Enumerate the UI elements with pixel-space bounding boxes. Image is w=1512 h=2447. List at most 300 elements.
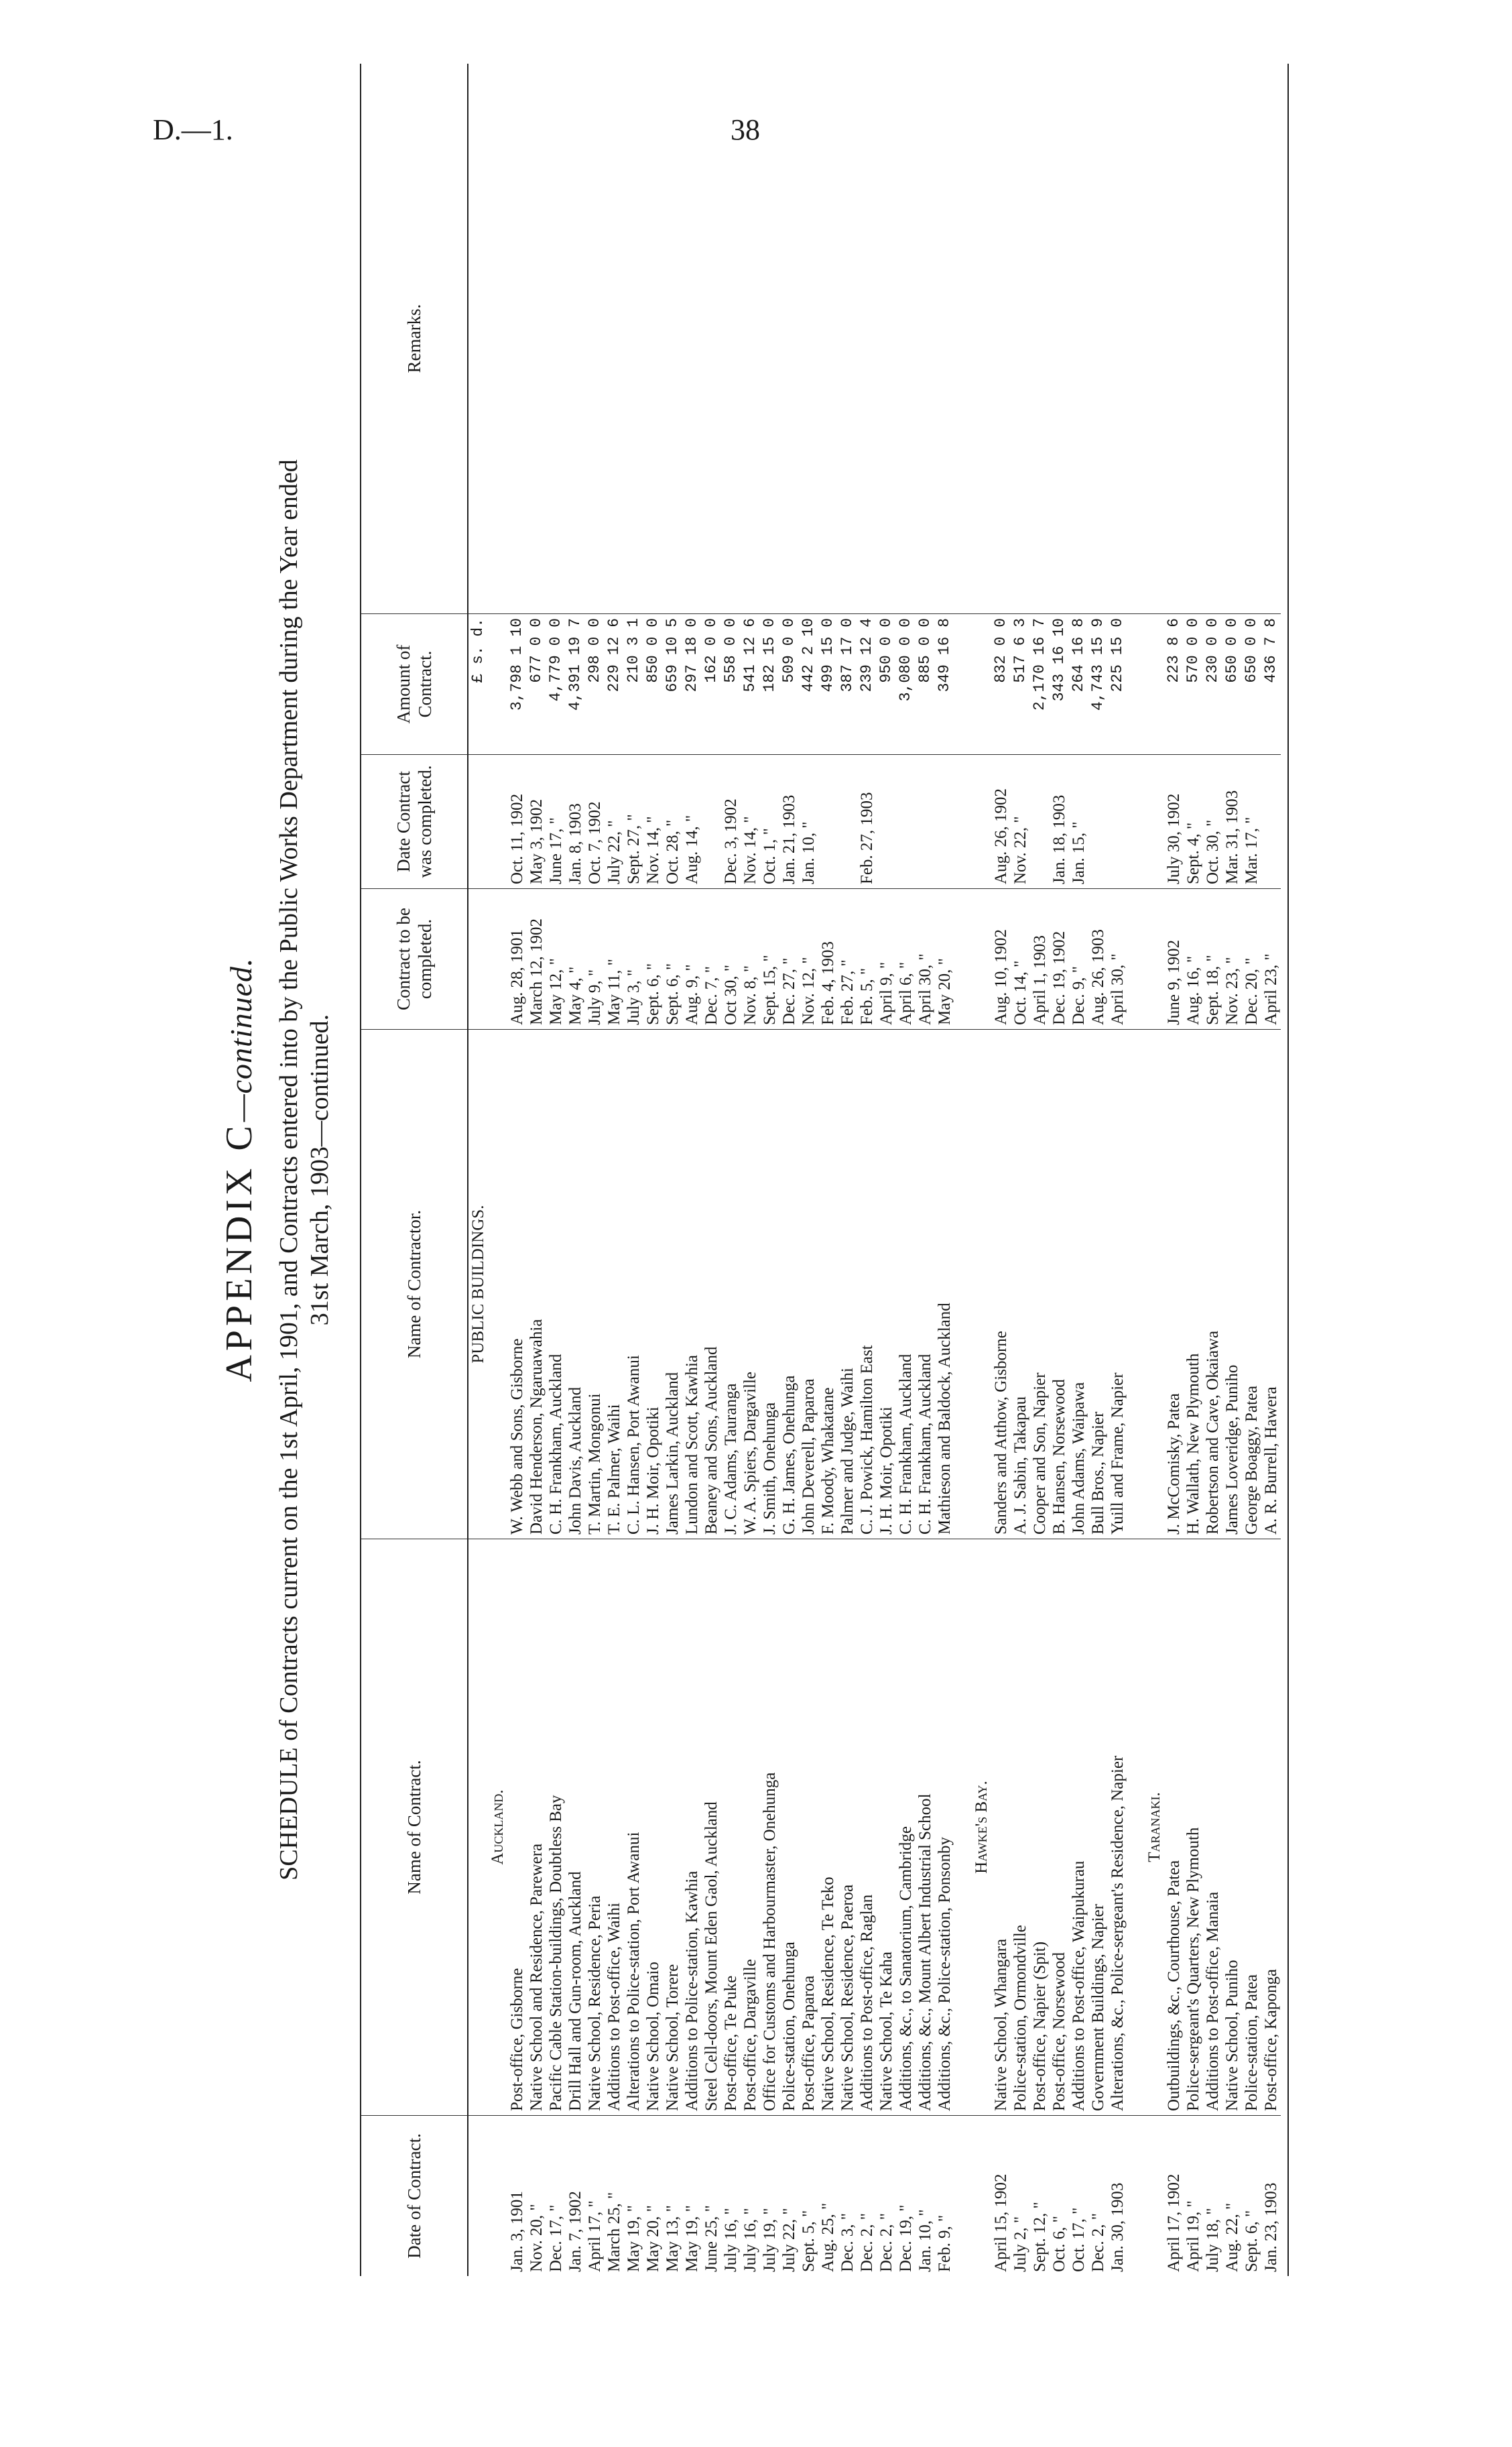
section-gap — [1127, 754, 1145, 888]
contract-date: Dec. 2, " — [877, 2115, 896, 2276]
contract-amount: 3,080 0 0 — [896, 613, 916, 754]
appendix-title — [218, 64, 261, 2276]
contract-name: Police-sergeant's Quarters, New Plymouth — [1184, 1539, 1203, 2115]
completion-date: Jan. 18, 1903 — [1050, 754, 1069, 888]
completion-date — [877, 754, 896, 888]
contract-amount: 162 0 0 — [702, 613, 721, 754]
completion-date — [1261, 754, 1281, 888]
completion-due: April 30, " — [1108, 888, 1127, 1029]
completion-date: July 30, 1902 — [1164, 754, 1184, 888]
completion-date: Aug. 14, " — [682, 754, 702, 888]
contractor-name: T. Martin, Mongonui — [585, 1029, 605, 1539]
empty-cell — [1145, 888, 1164, 1029]
amount-units: £ s. d. — [468, 613, 488, 754]
empty-cell — [1145, 2115, 1164, 2276]
remarks-cell — [935, 64, 954, 613]
completion-date: Sept. 27, " — [624, 754, 643, 888]
remarks-cell — [1222, 64, 1242, 613]
table-body — [468, 64, 1281, 2276]
section-gap — [954, 754, 972, 888]
contract-date: Jan. 3, 1901 — [507, 2115, 527, 2276]
empty-cell — [972, 754, 991, 888]
contractor-name: A. R. Burrell, Hawera — [1261, 1029, 1281, 1539]
contract-amount: 442 2 10 — [799, 613, 818, 754]
contract-name: Additions to Post-office, Waipukurau — [1069, 1539, 1088, 2115]
contract-name: Native School, Puniho — [1222, 1539, 1242, 2115]
contract-name: Native School, Torere — [663, 1539, 682, 2115]
completion-due: Sept. 18, " — [1203, 888, 1222, 1029]
contract-name: Post-office, Napier (Spit) — [1030, 1539, 1050, 2115]
completion-date — [838, 754, 857, 888]
completion-date: Jan. 21, 1903 — [779, 754, 799, 888]
remarks-cell — [896, 64, 916, 613]
completion-due: April 1, 1903 — [1030, 888, 1050, 1029]
contract-amount: 832 0 0 — [991, 613, 1011, 754]
section-gap — [954, 888, 972, 1029]
completion-date — [1030, 754, 1050, 888]
completion-due: Aug. 26, 1903 — [1088, 888, 1108, 1029]
contract-name: Post-office, Gisborne — [507, 1539, 527, 2115]
contract-name: Office for Customs and Harbourmaster, Onehunga — [760, 1539, 779, 2115]
contract-date: Sept. 5, " — [799, 2115, 818, 2276]
completion-date: Jan. 8, 1903 — [566, 754, 585, 888]
remarks-cell — [818, 64, 838, 613]
contractor-name: J. McComisky, Patea — [1164, 1029, 1184, 1539]
contract-name: Native School, Residence, Te Teko — [818, 1539, 838, 2115]
completion-date: Sept. 4, " — [1184, 754, 1203, 888]
completion-due: July 9, " — [585, 888, 605, 1029]
contract-date: June 25, " — [702, 2115, 721, 2276]
contractor-name: A. J. Sabin, Takapau — [1011, 1029, 1030, 1539]
contract-date: July 2, " — [1011, 2115, 1030, 2276]
remarks-cell — [1164, 64, 1184, 613]
completion-date — [916, 754, 935, 888]
contract-name: Post-office, Norsewood — [1050, 1539, 1069, 2115]
contract-name: Additions, &c., to Sanatorium, Cambridge — [896, 1539, 916, 2115]
completion-date: Mar. 31, 1903 — [1222, 754, 1242, 888]
completion-date: Oct. 11, 1902 — [507, 754, 527, 888]
contract-name: Additions to Police-station, Kawhia — [682, 1539, 702, 2115]
contract-name: Native School, Residence, Peria — [585, 1539, 605, 2115]
section-gap — [954, 613, 972, 754]
completion-due: Feb. 4, 1903 — [818, 888, 838, 1029]
contract-name: Native School, Omaio — [643, 1539, 663, 2115]
completion-due: May 12, " — [546, 888, 566, 1029]
remarks-cell — [1050, 64, 1069, 613]
remarks-cell — [877, 64, 896, 613]
completion-due: Dec. 27, " — [779, 888, 799, 1029]
section-heading: Auckland. — [488, 1539, 507, 2115]
contractor-name: Beaney and Sons, Auckland — [702, 1029, 721, 1539]
remarks-cell — [991, 64, 1011, 613]
col-date-of-contract: Date of Contract. — [361, 2115, 467, 2276]
contract-date: May 19, " — [682, 2115, 702, 2276]
contract-name: Additions to Post-office, Waihi — [605, 1539, 624, 2115]
contract-name: Government Buildings, Napier — [1088, 1539, 1108, 2115]
contract-amount: 264 16 8 — [1069, 613, 1088, 754]
contract-amount: 343 16 10 — [1050, 613, 1069, 754]
remarks-cell — [1011, 64, 1030, 613]
contract-date: May 13, " — [663, 2115, 682, 2276]
section-gap — [1127, 2115, 1145, 2276]
contractor-name: John Deverell, Paparoa — [799, 1029, 818, 1539]
completion-date — [1108, 754, 1127, 888]
contract-amount: 558 0 0 — [721, 613, 741, 754]
contractor-name: Bull Bros., Napier — [1088, 1029, 1108, 1539]
empty-cell — [1145, 754, 1164, 888]
remarks-cell — [527, 64, 546, 613]
contract-name: Native School and Residence, Parewera — [527, 1539, 546, 2115]
contract-name: Pacific Cable Station-buildings, Doubtless Bay — [546, 1539, 566, 2115]
remarks-cell — [682, 64, 702, 613]
contract-amount: 570 0 0 — [1184, 613, 1203, 754]
contract-name: Additions to Post-office, Manaia — [1203, 1539, 1222, 2115]
completion-date: Nov. 14, " — [741, 754, 760, 888]
contractor-name: J. H. Moir, Opotiki — [643, 1029, 663, 1539]
page-number: 38 — [731, 113, 760, 146]
contract-name: Native School, Te Kaha — [877, 1539, 896, 2115]
completion-due: Nov. 12, " — [799, 888, 818, 1029]
completion-date — [896, 754, 916, 888]
contract-date: Aug. 25, " — [818, 2115, 838, 2276]
completion-due: Sept. 6, " — [643, 888, 663, 1029]
completion-due: April 6, " — [896, 888, 916, 1029]
section-gap — [954, 1029, 972, 1539]
completion-date: June 17, " — [546, 754, 566, 888]
contract-date: Jan. 30, 1903 — [1108, 2115, 1127, 2276]
contract-amount: 659 10 5 — [663, 613, 682, 754]
contract-date: July 16, " — [721, 2115, 741, 2276]
col-name-of-contract: Name of Contract. — [361, 1539, 467, 2115]
contract-date: Dec. 19, " — [896, 2115, 916, 2276]
col-amount: Amount of Contract. — [361, 613, 467, 754]
contract-name: Additions, &c., Police-station, Ponsonby — [935, 1539, 954, 2115]
completion-due: Dec. 7, " — [702, 888, 721, 1029]
remarks-cell — [721, 64, 741, 613]
empty-cell — [488, 1029, 507, 1539]
contract-amount: 229 12 6 — [605, 613, 624, 754]
completion-date — [818, 754, 838, 888]
empty-cell — [488, 64, 507, 613]
contract-date: Nov. 20, " — [527, 2115, 546, 2276]
remarks-cell — [857, 64, 877, 613]
contract-date: Sept. 6, " — [1242, 2115, 1261, 2276]
completion-date: May 3, 1902 — [527, 754, 546, 888]
contractor-name: C. H. Frankham, Auckland — [546, 1029, 566, 1539]
contract-amount: 517 6 3 — [1011, 613, 1030, 754]
appendix-suffix: —continued. — [224, 957, 258, 1122]
section-gap — [954, 64, 972, 613]
empty-cell — [1145, 1029, 1164, 1539]
contract-date: July 16, " — [741, 2115, 760, 2276]
completion-due: May 20, " — [935, 888, 954, 1029]
completion-due: Sept. 6, " — [663, 888, 682, 1029]
contract-amount: 509 0 0 — [779, 613, 799, 754]
section-gap — [954, 1539, 972, 2115]
completion-due: June 9, 1902 — [1164, 888, 1184, 1029]
completion-due: Aug. 10, 1902 — [991, 888, 1011, 1029]
completion-due: Aug. 16, " — [1184, 888, 1203, 1029]
contract-amount: 4,743 15 9 — [1088, 613, 1108, 754]
contractor-name: H. Wallath, New Plymouth — [1184, 1029, 1203, 1539]
remarks-cell — [546, 64, 566, 613]
contractor-name: John Davis, Auckland — [566, 1029, 585, 1539]
section-gap — [1127, 1029, 1145, 1539]
contract-name: Additions, &c., Mount Albert Industrial School — [916, 1539, 935, 2115]
contractor-name: Yuill and Frame, Napier — [1108, 1029, 1127, 1539]
contract-date: April 15, 1902 — [991, 2115, 1011, 2276]
contractor-name: G. H. James, Onehunga — [779, 1029, 799, 1539]
contractor-name: W. A. Spiers, Dargaville — [741, 1029, 760, 1539]
completion-due: Feb. 27, " — [838, 888, 857, 1029]
contractor-name: James Loveridge, Puniho — [1222, 1029, 1242, 1539]
completion-due: Sept. 15, " — [760, 888, 779, 1029]
completion-date: Jan. 15, " — [1069, 754, 1088, 888]
empty-cell — [972, 2115, 991, 2276]
contract-amount: 3,798 1 10 — [507, 613, 527, 754]
contractor-name: Sanders and Atthow, Gisborne — [991, 1029, 1011, 1539]
contractor-name: John Adams, Waipawa — [1069, 1029, 1088, 1539]
remarks-cell — [1069, 64, 1088, 613]
section-gap — [1127, 64, 1145, 613]
remarks-cell — [838, 64, 857, 613]
contract-name: Police-station, Ormondville — [1011, 1539, 1030, 2115]
contract-amount: 182 15 0 — [760, 613, 779, 754]
contract-amount: 349 16 8 — [935, 613, 954, 754]
contractor-name: J. C. Adams, Tauranga — [721, 1029, 741, 1539]
remarks-cell — [760, 64, 779, 613]
completion-date: Oct. 30, " — [1203, 754, 1222, 888]
contract-date: July 22, " — [779, 2115, 799, 2276]
col-name-of-contractor: Name of Contractor. — [361, 1029, 467, 1539]
empty-cell — [488, 754, 507, 888]
contract-amount: 4,391 19 7 — [566, 613, 585, 754]
contract-amount: 499 15 0 — [818, 613, 838, 754]
contract-name: Alterations, &c., Police-sergeant's Residence, Napier — [1108, 1539, 1127, 2115]
contract-name: Native School, Whangara — [991, 1539, 1011, 2115]
rotated-schedule — [218, 64, 1280, 2276]
remarks-cell — [1088, 64, 1108, 613]
empty-cell — [972, 64, 991, 613]
contract-name: Outbuildings, &c., Courthouse, Patea — [1164, 1539, 1184, 2115]
remarks-cell — [1030, 64, 1050, 613]
contract-amount: 298 0 0 — [585, 613, 605, 754]
remarks-cell — [663, 64, 682, 613]
contractor-name: Robertson and Cave, Okaiawa — [1203, 1029, 1222, 1539]
completion-date: Aug. 26, 1902 — [991, 754, 1011, 888]
completion-date — [702, 754, 721, 888]
contract-date: May 20, " — [643, 2115, 663, 2276]
remarks-cell — [566, 64, 585, 613]
completion-due: April 23, " — [1261, 888, 1281, 1029]
remarks-cell — [1184, 64, 1203, 613]
contract-date: Dec. 17, " — [546, 2115, 566, 2276]
completion-due: Nov. 8, " — [741, 888, 760, 1029]
col-remarks: Remarks. — [404, 304, 424, 373]
completion-date: Oct. 7, 1902 — [585, 754, 605, 888]
section-gap — [954, 2115, 972, 2276]
contract-name: Steel Cell-doors, Mount Eden Gaol, Auckland — [702, 1539, 721, 2115]
remarks-cell — [507, 64, 527, 613]
completion-due: Dec. 19, 1902 — [1050, 888, 1069, 1029]
contract-date: Dec. 3, " — [838, 2115, 857, 2276]
contractor-name: J. H. Moir, Opotiki — [877, 1029, 896, 1539]
contract-name: Police-station, Onehunga — [779, 1539, 799, 2115]
remarks-cell — [1108, 64, 1127, 613]
remarks-cell — [779, 64, 799, 613]
completion-date: Oct. 28, " — [663, 754, 682, 888]
contractor-name: F. Moody, Whakatane — [818, 1029, 838, 1539]
contractor-name: C. L. Hansen, Port Awanui — [624, 1029, 643, 1539]
contract-amount: 4,779 0 0 — [546, 613, 566, 754]
contractor-name: David Henderson, Ngaruawahia — [527, 1029, 546, 1539]
completion-due: April 30, " — [916, 888, 935, 1029]
remarks-cell — [702, 64, 721, 613]
contract-name: Post-office, Dargaville — [741, 1539, 760, 2115]
contract-date: Jan. 10, " — [916, 2115, 935, 2276]
empty-cell — [972, 888, 991, 1029]
contracts-table — [360, 64, 1289, 2276]
contract-date: Jan. 7, 1902 — [566, 2115, 585, 2276]
contractor-name: W. Webb and Sons, Gisborne — [507, 1029, 527, 1539]
contract-date: July 19, " — [760, 2115, 779, 2276]
section-heading: Taranaki. — [1145, 1539, 1164, 2115]
contract-amount: 223 8 6 — [1164, 613, 1184, 754]
contract-amount: 850 0 0 — [643, 613, 663, 754]
completion-due: Dec. 20, " — [1242, 888, 1261, 1029]
remarks-cell — [643, 64, 663, 613]
appendix-label: APPENDIX C — [218, 1122, 260, 1382]
contract-amount: 541 12 6 — [741, 613, 760, 754]
contract-date: Sept. 12, " — [1030, 2115, 1050, 2276]
contract-amount: 387 17 0 — [838, 613, 857, 754]
contract-name: Post-office, Te Puke — [721, 1539, 741, 2115]
contractor-name: C. J. Powick, Hamilton East — [857, 1029, 877, 1539]
contractor-name: J. Smith, Onehunga — [760, 1029, 779, 1539]
completion-due: May 11, " — [605, 888, 624, 1029]
contract-name: Native School, Residence, Paeroa — [838, 1539, 857, 2115]
column-headers — [360, 64, 468, 2276]
schedule-title-line1: SCHEDULE of Contracts current on the 1st April, 1901, and Contracts entered into by the Public Works Department during the Year ended — [275, 459, 303, 1881]
remarks-cell — [1242, 64, 1261, 613]
completion-due: Dec. 9, " — [1069, 888, 1088, 1029]
completion-date — [935, 754, 954, 888]
completion-date: Oct. 1, " — [760, 754, 779, 888]
completion-due: Aug. 28, 1901 — [507, 888, 527, 1029]
document-code: D.—1. — [153, 113, 233, 146]
completion-due: May 4, " — [566, 888, 585, 1029]
completion-date: Nov. 22, " — [1011, 754, 1030, 888]
remarks-cell — [799, 64, 818, 613]
col-date-completed: Date Contract was completed. — [361, 754, 467, 888]
contract-date: Jan. 23, 1903 — [1261, 2115, 1281, 2276]
section-gap — [1127, 1539, 1145, 2115]
contractor-name: Lundon and Scott, Kawhia — [682, 1029, 702, 1539]
remarks-cell — [1261, 64, 1281, 613]
completion-date: July 22, " — [605, 754, 624, 888]
contract-date: July 18, " — [1203, 2115, 1222, 2276]
section-gap — [1127, 613, 1145, 754]
completion-due: July 3, " — [624, 888, 643, 1029]
remarks-cell — [585, 64, 605, 613]
contractor-name: George Boaggy, Patea — [1242, 1029, 1261, 1539]
completion-date: Nov. 14, " — [643, 754, 663, 888]
contract-name: Post-office, Kaponga — [1261, 1539, 1281, 2115]
remarks-cell — [605, 64, 624, 613]
contract-amount: 677 0 0 — [527, 613, 546, 754]
empty-cell — [488, 2115, 507, 2276]
remarks-cell — [741, 64, 760, 613]
contract-date: Feb. 9, " — [935, 2115, 954, 2276]
schedule-title-line2: 31st March, 1903—continued. — [306, 1014, 334, 1326]
contract-date: April 17, " — [585, 2115, 605, 2276]
contract-name: Alterations to Police-station, Port Awanui — [624, 1539, 643, 2115]
contractor-name: B. Hansen, Norsewood — [1050, 1029, 1069, 1539]
contract-date: Aug. 22, " — [1222, 2115, 1242, 2276]
completion-date: Jan. 10, " — [799, 754, 818, 888]
contract-date: April 17, 1902 — [1164, 2115, 1184, 2276]
empty-cell — [1145, 613, 1164, 754]
contract-date: Dec. 2, " — [857, 2115, 877, 2276]
contract-amount: 650 0 0 — [1242, 613, 1261, 754]
completion-due: Aug. 9, " — [682, 888, 702, 1029]
completion-date — [1088, 754, 1108, 888]
contractor-name: Palmer and Judge, Waihi — [838, 1029, 857, 1539]
contract-date: March 25, " — [605, 2115, 624, 2276]
col-contract-to-be-completed: Contract to be completed. — [361, 888, 467, 1029]
section-gap — [1127, 888, 1145, 1029]
contractor-name: C. H. Frankham, Auckland — [916, 1029, 935, 1539]
contract-amount: 650 0 0 — [1222, 613, 1242, 754]
contract-amount: 210 3 1 — [624, 613, 643, 754]
contract-amount: 239 12 4 — [857, 613, 877, 754]
completion-date: Dec. 3, 1902 — [721, 754, 741, 888]
contract-amount: 950 0 0 — [877, 613, 896, 754]
contract-date: Dec. 2, " — [1088, 2115, 1108, 2276]
completion-due: Oct 30, " — [721, 888, 741, 1029]
contractor-name: T. E. Palmer, Waihi — [605, 1029, 624, 1539]
completion-date: Mar. 17, " — [1242, 754, 1261, 888]
contract-amount: 225 15 0 — [1108, 613, 1127, 754]
contract-date: April 19, " — [1184, 2115, 1203, 2276]
remarks-cell — [916, 64, 935, 613]
contract-amount: 297 18 0 — [682, 613, 702, 754]
completion-due: April 9, " — [877, 888, 896, 1029]
completion-due: Nov. 23, " — [1222, 888, 1242, 1029]
contractor-name: Cooper and Son, Napier — [1030, 1029, 1050, 1539]
group-title: PUBLIC BUILDINGS. — [468, 1029, 488, 1539]
empty-cell — [1145, 64, 1164, 613]
completion-due: March 12, 1902 — [527, 888, 546, 1029]
contract-date: May 19, " — [624, 2115, 643, 2276]
section-heading: Hawke's Bay. — [972, 1539, 991, 2115]
contract-name: Additions to Post-office, Raglan — [857, 1539, 877, 2115]
contract-name: Police-station, Patea — [1242, 1539, 1261, 2115]
contract-name: Post-office, Paparoa — [799, 1539, 818, 2115]
completion-due: Feb. 5, " — [857, 888, 877, 1029]
contract-amount: 230 0 0 — [1203, 613, 1222, 754]
contractor-name: James Larkin, Auckland — [663, 1029, 682, 1539]
contract-name: Drill Hall and Gun-room, Auckland — [566, 1539, 585, 2115]
contract-amount: 436 7 8 — [1261, 613, 1281, 754]
completion-due: Oct. 14, " — [1011, 888, 1030, 1029]
empty-cell — [972, 1029, 991, 1539]
remarks-cell — [624, 64, 643, 613]
empty-cell — [488, 613, 507, 754]
completion-date: Feb. 27, 1903 — [857, 754, 877, 888]
empty-cell — [488, 888, 507, 1029]
contract-date: Oct. 17, " — [1069, 2115, 1088, 2276]
